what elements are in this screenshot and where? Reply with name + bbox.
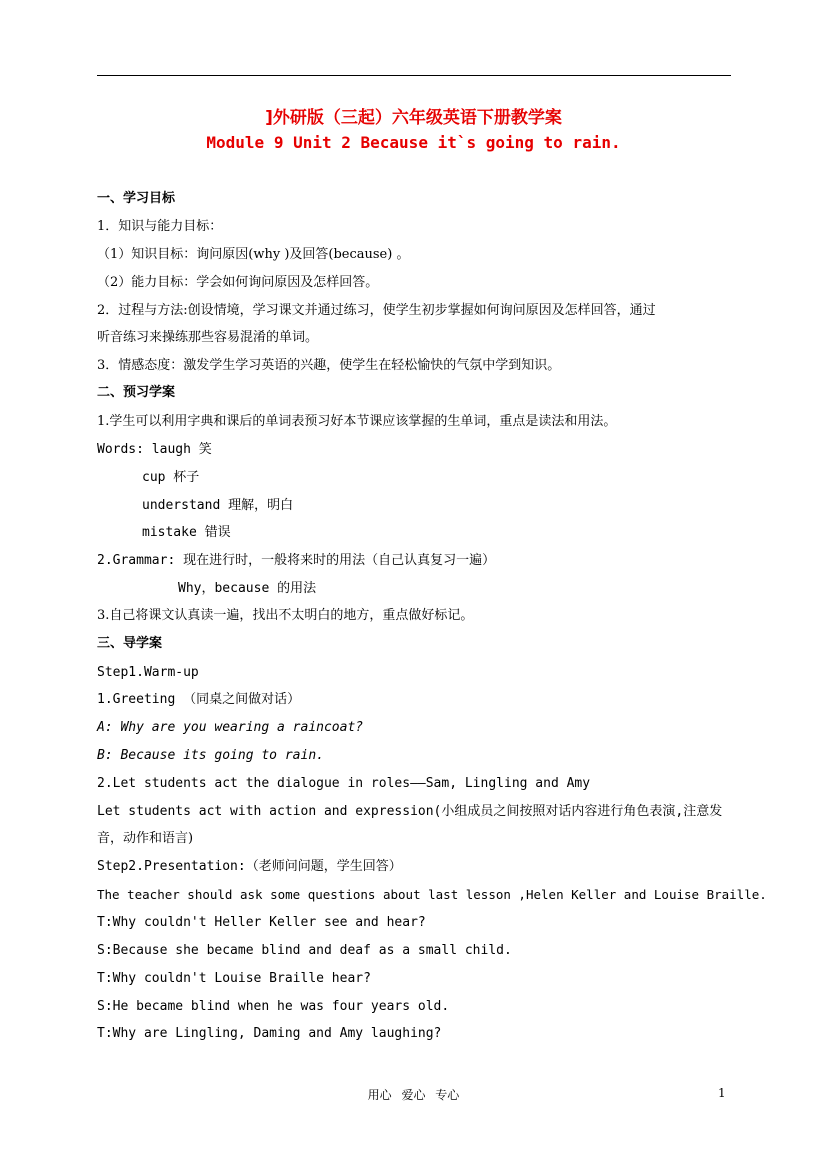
header-rule <box>97 75 731 76</box>
text-line: 听音练习来操练那些容易混淆的单词。 <box>97 330 319 345</box>
vocab-item: understand 理解，明白 <box>142 498 294 513</box>
text-line: 3．情感态度：激发学生学习英语的兴趣，使学生在轻松愉快的气氛中学到知识。 <box>97 358 561 373</box>
page-footer: 用心 爱心 专心 <box>367 1088 460 1102</box>
vocab-item: mistake 错误 <box>142 525 231 540</box>
section-heading: 三、导学案 <box>97 636 163 651</box>
text-line: S:Because she became blind and deaf as a small child. <box>97 943 512 958</box>
vocab-item: cup 杯子 <box>142 470 200 485</box>
section-heading: 一、学习目标 <box>97 191 176 206</box>
section-heading: 二、预习学案 <box>97 385 176 400</box>
text-line: S:He became blind when he was four years old. <box>97 999 450 1014</box>
dialogue-line: A: Why are you wearing a raincoat? <box>97 720 364 735</box>
text-line: The teacher should ask some questions about last lesson ,Helen Keller and Louise Braille. <box>97 887 767 902</box>
text-line: 1.学生可以利用字典和课后的单词表预习好本节课应该掌握的生单词，重点是读法和用法。 <box>97 414 617 429</box>
text-line: T:Why couldn't Heller Keller see and hear? <box>97 915 426 930</box>
document-title: ]外研版（三起）六年级英语下册教学案 <box>265 108 562 128</box>
text-line: 1.Greeting （同桌之间做对话） <box>97 692 301 707</box>
text-line: （2）能力目标：学会如何询问原因及怎样回答。 <box>97 275 379 290</box>
text-line: Words: laugh 笑 <box>97 442 212 457</box>
text-line: 2.Grammar: 现在进行时，一般将来时的用法（自己认真复习一遍） <box>97 553 496 568</box>
text-line: （1）知识目标：询问原因(why )及回答(because) 。 <box>97 247 410 262</box>
text-line: 2．过程与方法:创设情境，学习课文并通过练习，使学生初步掌握如何询问原因及怎样回答，通过 <box>97 303 656 318</box>
text-line: Step2.Presentation:（老师问问题，学生回答） <box>97 859 402 874</box>
text-line: 3.自己将课文认真读一遍，找出不太明白的地方，重点做好标记。 <box>97 608 474 623</box>
page-number: 1 <box>718 1086 726 1100</box>
dialogue-line: B: Because its going to rain. <box>97 748 324 763</box>
document-subtitle: Module 9 Unit 2 Because it`s going to rain. <box>206 133 621 152</box>
text-line: Why，because 的用法 <box>178 581 317 596</box>
text-line: 1．知识与能力目标： <box>97 219 223 234</box>
text-line: T:Why are Lingling, Daming and Amy laughing? <box>97 1026 442 1041</box>
text-line: 音，动作和语言) <box>97 831 194 846</box>
text-line: 2.Let students act the dialogue in roles——Sam, Lingling and Amy <box>97 776 591 791</box>
text-line: Let students act with action and expression(小组成员之间按照对话内容进行角色表演,注意发 <box>97 804 723 819</box>
text-line: Step1.Warm-up <box>97 665 199 680</box>
text-line: T:Why couldn't Louise Braille hear? <box>97 971 371 986</box>
